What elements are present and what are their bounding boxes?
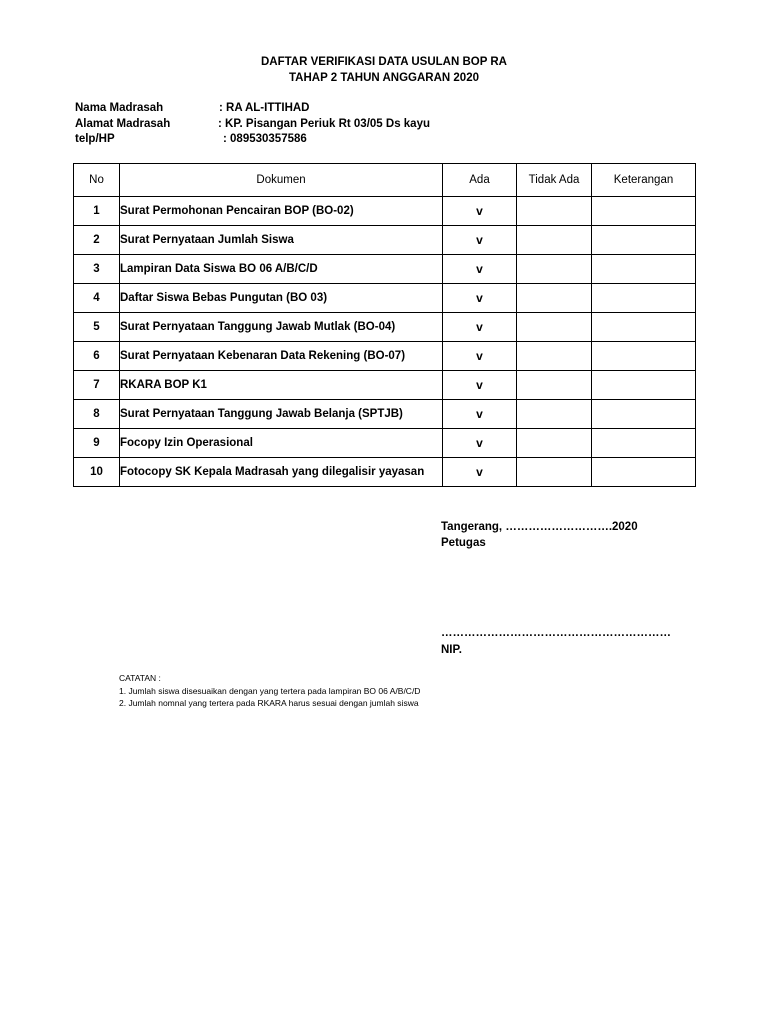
table-row — [74, 458, 696, 487]
row-keterangan — [592, 400, 696, 429]
signature-nip: NIP. — [441, 644, 462, 656]
row-no: 2 — [74, 226, 120, 255]
info-value: : 089530357586 — [223, 133, 307, 145]
row-dokumen: Surat Pernyataan Kebenaran Data Rekening (BO-07) — [120, 342, 443, 371]
row-no: 3 — [74, 255, 120, 284]
info-label: telp/HP — [75, 133, 115, 145]
row-dokumen: Surat Pernyataan Tanggung Jawab Belanja (SPTJB) — [120, 400, 443, 429]
table-row — [74, 197, 696, 226]
row-keterangan — [592, 371, 696, 400]
signature-place-date: Tangerang, ……………………….2020 — [441, 521, 638, 533]
table-row — [74, 255, 696, 284]
document-subtitle: TAHAP 2 TAHUN ANGGARAN 2020 — [289, 72, 479, 84]
row-dokumen: RKARA BOP K1 — [120, 371, 443, 400]
row-tidak-ada — [517, 313, 592, 342]
row-dokumen: Lampiran Data Siswa BO 06 A/B/C/D — [120, 255, 443, 284]
info-label: Nama Madrasah — [75, 102, 164, 114]
table-row — [74, 226, 696, 255]
info-label: Alamat Madrasah — [75, 118, 171, 130]
row-no: 1 — [74, 197, 120, 226]
row-ada-check: v — [443, 458, 517, 487]
row-ada-check: v — [443, 284, 517, 313]
row-ada-check: v — [443, 226, 517, 255]
row-keterangan — [592, 313, 696, 342]
header-tidak-ada: Tidak Ada — [517, 164, 592, 197]
signature-line: …………………………………………………… — [441, 627, 671, 639]
document-title: DAFTAR VERIFIKASI DATA USULAN BOP RA — [261, 56, 507, 68]
row-ada-check: v — [443, 371, 517, 400]
row-dokumen: Fotocopy SK Kepala Madrasah yang dilegalisir yayasan — [120, 458, 443, 487]
row-dokumen: Surat Pernyataan Tanggung Jawab Mutlak (BO-04) — [120, 313, 443, 342]
notes-heading: CATATAN : — [119, 673, 161, 683]
row-no: 4 — [74, 284, 120, 313]
table-row — [74, 342, 696, 371]
row-no: 5 — [74, 313, 120, 342]
table-row — [74, 429, 696, 458]
row-ada-check: v — [443, 429, 517, 458]
info-value: : KP. Pisangan Periuk Rt 03/05 Ds kayu — [218, 118, 430, 130]
table-row — [74, 371, 696, 400]
row-tidak-ada — [517, 400, 592, 429]
row-keterangan — [592, 342, 696, 371]
table-header-row — [74, 164, 696, 197]
row-ada-check: v — [443, 342, 517, 371]
header-keterangan: Keterangan — [592, 164, 696, 197]
row-ada-check: v — [443, 313, 517, 342]
row-tidak-ada — [517, 255, 592, 284]
verification-table — [73, 163, 696, 487]
row-keterangan — [592, 284, 696, 313]
signature-role: Petugas — [441, 537, 486, 549]
row-dokumen: Focopy Izin Operasional — [120, 429, 443, 458]
row-no: 7 — [74, 371, 120, 400]
row-tidak-ada — [517, 342, 592, 371]
header-ada: Ada — [443, 164, 517, 197]
note-item: 2. Jumlah nomnal yang tertera pada RKARA harus sesuai dengan jumlah siswa — [119, 698, 419, 708]
row-tidak-ada — [517, 458, 592, 487]
row-dokumen: Surat Pernyataan Jumlah Siswa — [120, 226, 443, 255]
row-keterangan — [592, 226, 696, 255]
header-no: No — [74, 164, 120, 197]
row-no: 10 — [74, 458, 120, 487]
row-keterangan — [592, 458, 696, 487]
row-keterangan — [592, 197, 696, 226]
row-dokumen: Surat Permohonan Pencairan BOP (BO-02) — [120, 197, 443, 226]
row-ada-check: v — [443, 197, 517, 226]
row-tidak-ada — [517, 371, 592, 400]
row-ada-check: v — [443, 255, 517, 284]
header-dokumen: Dokumen — [120, 164, 443, 197]
table-row — [74, 313, 696, 342]
note-item: 1. Jumlah siswa disesuaikan dengan yang tertera pada lampiran BO 06 A/B/C/D — [119, 686, 421, 696]
table-row — [74, 400, 696, 429]
row-keterangan — [592, 255, 696, 284]
row-no: 6 — [74, 342, 120, 371]
row-tidak-ada — [517, 284, 592, 313]
row-dokumen: Daftar Siswa Bebas Pungutan (BO 03) — [120, 284, 443, 313]
row-tidak-ada — [517, 226, 592, 255]
row-ada-check: v — [443, 400, 517, 429]
row-keterangan — [592, 429, 696, 458]
row-tidak-ada — [517, 197, 592, 226]
info-value: : RA AL-ITTIHAD — [219, 102, 310, 114]
row-no: 8 — [74, 400, 120, 429]
row-tidak-ada — [517, 429, 592, 458]
row-no: 9 — [74, 429, 120, 458]
table-row — [74, 284, 696, 313]
